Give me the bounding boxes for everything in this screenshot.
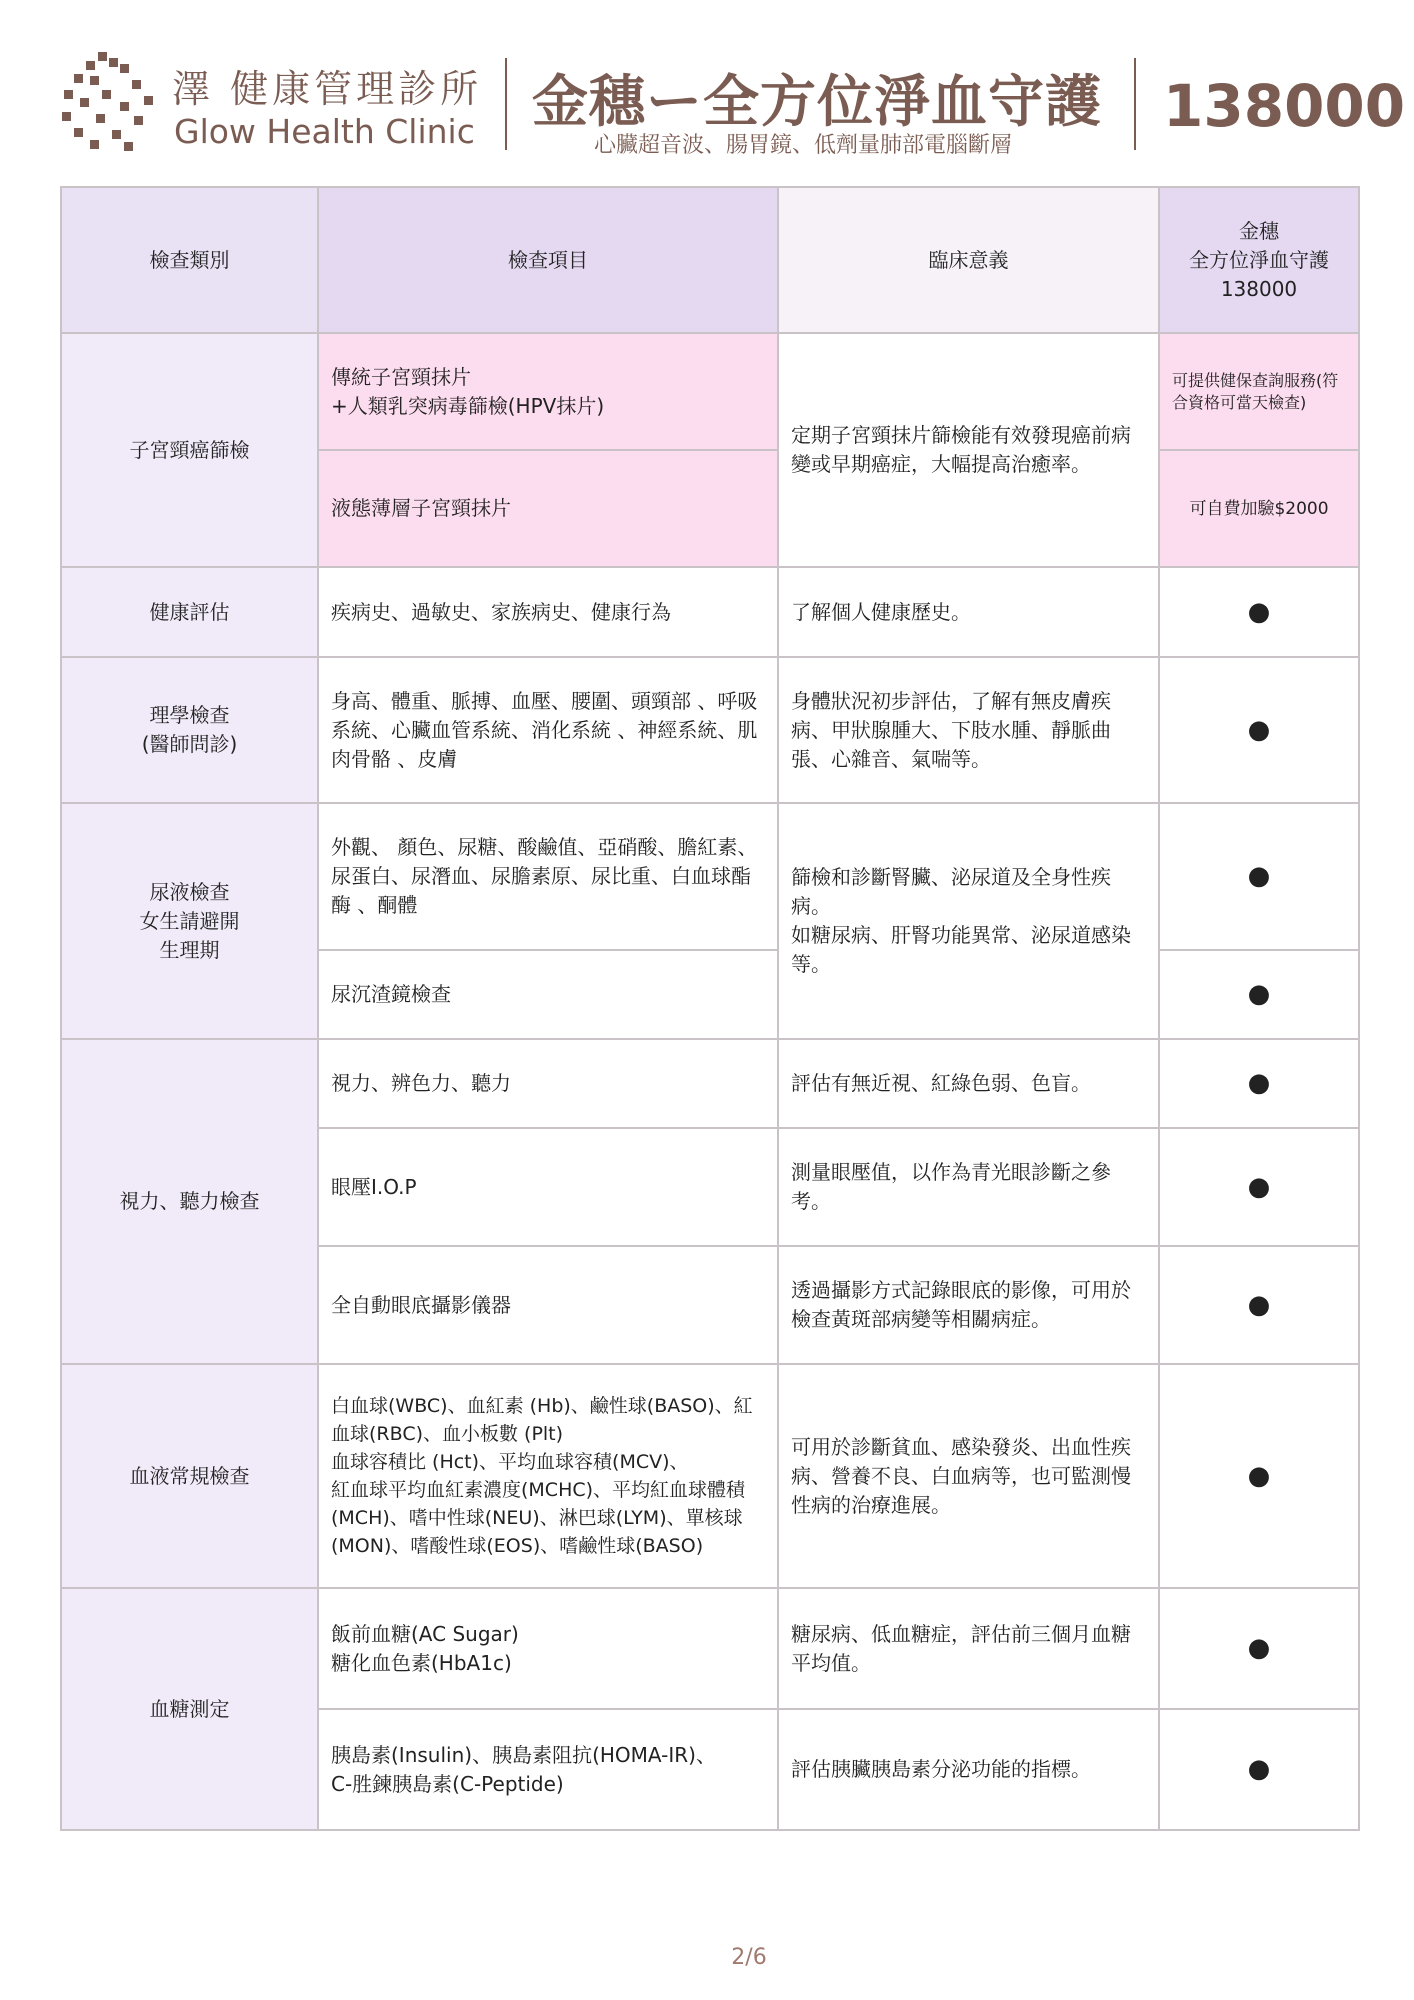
included-dot-icon: ●: [1159, 1588, 1359, 1709]
header-package-line1: 金穗: [1239, 218, 1279, 243]
category-cell: 尿液檢查 女生請避開 生理期: [61, 803, 318, 1039]
page-header: [0, 0, 1414, 170]
included-dot-icon: ●: [1159, 1364, 1359, 1588]
header-divider: [1134, 58, 1136, 150]
category-cell: 血液常規檢查: [61, 1364, 318, 1588]
clinic-logo-icon: [60, 52, 155, 152]
meaning-cell: 透過攝影方式記錄眼底的影像，可用於檢查黃斑部病變等相關病症。: [778, 1246, 1159, 1364]
item-cell: 胰島素(Insulin)、胰島素阻抗(HOMA-IR)、 C-胜鍊胰島素(C-Peptide): [318, 1709, 778, 1830]
meaning-cell: 測量眼壓值，以作為青光眼診斷之參考。: [778, 1128, 1159, 1246]
item-cell: 液態薄層子宮頸抹片: [318, 450, 778, 567]
meaning-cell: 篩檢和診斷腎臟、泌尿道及全身性疾病。 如糖尿病、肝腎功能異常、泌尿道感染等。: [778, 803, 1159, 1039]
table-row: [61, 567, 1359, 657]
included-dot-icon: ●: [1159, 657, 1359, 803]
meaning-cell: 評估胰臟胰島素分泌功能的指標。: [778, 1709, 1159, 1830]
table-row: [61, 1039, 1359, 1128]
table-row: [61, 803, 1359, 950]
header-package-line3: 138000: [1220, 276, 1298, 301]
item-cell: 尿沉渣鏡檢查: [318, 950, 778, 1039]
header-package-line2: 全方位淨血守護: [1189, 247, 1329, 272]
package-cell-note: 可提供健保查詢服務(符合資格可當天檢查): [1159, 333, 1359, 450]
category-cell: 血糖測定: [61, 1588, 318, 1830]
meaning-cell: 評估有無近視、紅綠色弱、色盲。: [778, 1039, 1159, 1128]
category-cell: 視力、聽力檢查: [61, 1039, 318, 1364]
table-row: [61, 657, 1359, 803]
table-row: [61, 1364, 1359, 1588]
header-item: 檢查項目: [318, 187, 778, 333]
item-cell: 白血球(WBC)、血紅素 (Hb)、鹼性球(BASO)、紅血球(RBC)、血小板數 (Plt) 血球容積比 (Hct)、平均血球容積(MCV)、 紅血球平均血紅素濃度(MCHC)、平均紅血球體積(MCH)、嗜中性球(NEU)、淋巴球(LYM)、單核球(MON)、嗜酸性球(EOS)、嗜鹼性球(BASO): [318, 1364, 778, 1588]
item-cell: 疾病史、過敏史、家族病史、健康行為: [318, 567, 778, 657]
table-row: [61, 1588, 1359, 1709]
header-category: 檢查類別: [61, 187, 318, 333]
included-dot-icon: ●: [1159, 1246, 1359, 1364]
item-cell: 眼壓I.O.P: [318, 1128, 778, 1246]
item-cell: 飯前血糖(AC Sugar) 糖化血色素(HbA1c): [318, 1588, 778, 1709]
clinic-name-en: Glow Health Clinic: [174, 112, 475, 151]
item-cell: 傳統子宮頸抹片 +人類乳突病毒篩檢(HPV抹片): [318, 333, 778, 450]
included-dot-icon: ●: [1159, 803, 1359, 950]
meaning-cell: 身體狀況初步評估，了解有無皮膚疾病、甲狀腺腫大、下肢水腫、靜脈曲張、心雜音、氣喘等。: [778, 657, 1159, 803]
header-meaning: 臨床意義: [778, 187, 1159, 333]
item-cell: 全自動眼底攝影儀器: [318, 1246, 778, 1364]
meaning-cell: 了解個人健康歷史。: [778, 567, 1159, 657]
table-header-row: [61, 187, 1359, 333]
package-price: 138000: [1163, 72, 1406, 140]
page-number: 2/6: [731, 1945, 767, 1970]
meaning-cell: 定期子宮頸抹片篩檢能有效發現癌前病變或早期癌症，大幅提高治癒率。: [778, 333, 1159, 567]
package-cell-addon: 可自費加驗$2000: [1159, 450, 1359, 567]
meaning-cell: 糖尿病、低血糖症，評估前三個月血糖平均值。: [778, 1588, 1159, 1709]
exam-table: [60, 186, 1360, 1831]
included-dot-icon: ●: [1159, 1709, 1359, 1830]
item-cell: 身高、體重、脈搏、血壓、腰圍、頭頸部 、呼吸系統、心臟血管系統、消化系統 、神經系統、肌肉骨骼 、皮膚: [318, 657, 778, 803]
package-title: 金穗ー全方位淨血守護: [532, 70, 1102, 135]
category-cell: 健康評估: [61, 567, 318, 657]
header-package: [1159, 187, 1359, 333]
included-dot-icon: ●: [1159, 1039, 1359, 1128]
header-divider: [505, 58, 507, 150]
included-dot-icon: ●: [1159, 567, 1359, 657]
included-dot-icon: ●: [1159, 950, 1359, 1039]
package-subtitle: 心臟超音波、腸胃鏡、低劑量肺部電腦斷層: [594, 133, 1013, 158]
item-cell: 視力、辨色力、聽力: [318, 1039, 778, 1128]
table-row: [61, 333, 1359, 450]
clinic-name-cn: 澤 健康管理診所: [172, 67, 483, 111]
item-cell: 外觀、 顏色、尿糖、酸鹼值、亞硝酸、膽紅素、尿蛋白、尿潛血、尿膽素原、尿比重、白血球酯酶 、酮體: [318, 803, 778, 950]
included-dot-icon: ●: [1159, 1128, 1359, 1246]
meaning-cell: 可用於診斷貧血、感染發炎、出血性疾病、營養不良、白血病等，也可監測慢性病的治療進展。: [778, 1364, 1159, 1588]
category-cell: 子宮頸癌篩檢: [61, 333, 318, 567]
category-cell: 理學檢查 (醫師問診): [61, 657, 318, 803]
